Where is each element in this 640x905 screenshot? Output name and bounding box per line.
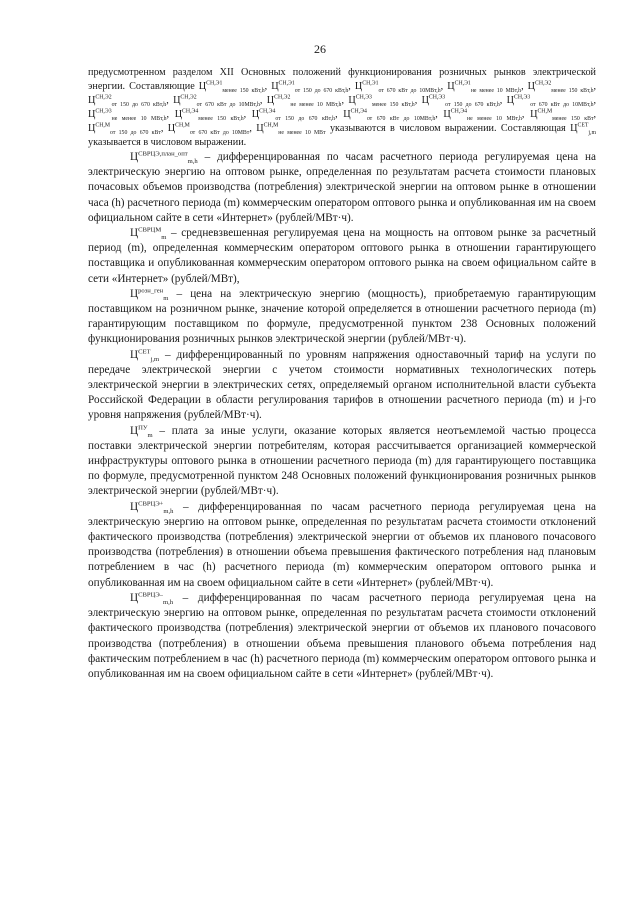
page-number: 26 (314, 42, 326, 56)
formula-symbol: $Ц^{СВРЦЭ-}_{m,h}$ (130, 591, 174, 607)
formula-symbol: $Ц^{СН,М}_{менее 150 кВт}$ (530, 108, 594, 123)
formula-symbol: $Ц^{СН,Э3}_{от 150 до 670 кВт,h}$ (421, 94, 500, 109)
formula-symbol: $Ц^{СЕТ}_{j,m}$ (130, 347, 160, 363)
formula-symbol: $Ц^{СН,М}_{от 150 до 670 кВт}$ (88, 122, 161, 137)
definition-paragraph (88, 287, 596, 348)
intro-tail: указываются в числовом выражении. Составляющая (329, 123, 566, 134)
definition-text: – дифференцированная по часам расчетного периода регулируемая цена на электрическую энергию на оптовом рынке, определенная по результатам расчета стоимости плановых почасовых объемов производства (потребления) электрической энергии на оптовом рынке в отношении часа (h) расчетного периода (m) коммерческим оператором оптового рынка и опубликованная им на своем официальном сайте в сети «Интернет» (рублей/МВт·ч). (88, 151, 596, 224)
definition-text: – средневзвешенная регулируемая цена на мощность на оптовом рынке за расчетный период (m), определенная коммерческим оператором оптового рынка в отношении гарантирующего поставщика и опубликованная коммерческим оператором оптового рынка на своем официальном сайте в сети «Интернет» (рублей/МВт), (88, 227, 596, 285)
formula-symbol: $Ц^{СН,Э2}_{не менее 10 МВт,h}$ (266, 94, 342, 109)
formula-symbol: $Ц^{СН,Э1}_{менее 150 кВт,h}$ (198, 80, 265, 95)
definition-paragraph (88, 591, 596, 682)
definition-paragraph (88, 150, 596, 226)
formula-symbol: $Ц^{СВРЦЭ+}_{m,h}$ (130, 499, 174, 515)
formula-symbol: $Ц^{СН,Э2}_{от 670 кВт до 10МВт,h}$ (173, 94, 260, 109)
formula-symbol: $Ц^{СН,Э3}_{от 670 кВт до 10МВт,h}$ (506, 94, 594, 109)
intro-tail-2: указывается в числовом выражении. (88, 137, 247, 148)
intro-lead: предусмотренном разделом XII Основных положений функционирования розничных рынков электрической энергии. Составляющие (88, 67, 596, 92)
formula-symbol: $Ц^{СЕТ}_{j,m}$ (570, 122, 596, 137)
definition-paragraph (88, 226, 596, 287)
page-body (88, 66, 596, 682)
formula-symbol: $Ц^{СН,Э3}_{не менее 10 МВт,h}$ (88, 108, 167, 123)
formula-symbol: $Ц^{розн\_ген}_m$ (130, 287, 169, 303)
formula-symbol: $Ц^{СН,Э1}_{от 150 до 670 кВт,h}$ (271, 80, 349, 95)
definition-paragraph (88, 424, 596, 500)
formula-symbol: $Ц^{СВРЦМ}_m$ (130, 226, 167, 242)
definition-text: – цена на электрическую энергию (мощность), приобретаемую гарантирующим поставщиком на розничном рынке, значение которой определяется в отношении расчетного периода (m) гарантирующим поставщиком по формуле, предусмотренной пунктом 238 Основных положений функционирования розничных рынков электрической энергии (рублей/МВт·ч). (88, 287, 596, 346)
formula-symbol: $Ц^{СН,М}_{от 670 кВт до 10МВт}$ (167, 122, 250, 137)
formula-symbol: $Ц^{СН,Э4}_{от 670 кВт до 10МВт,h}$ (343, 108, 436, 123)
formula-symbol: $Ц^{СН,М}_{не менее 10 МВт}$ (256, 122, 326, 137)
definition-text: – дифференцированная по часам расчетного периода регулируемая цена на электрическую энергию на оптовом рынке, определенная по результатам расчета стоимости отклонений фактического производства (потребления) электрической энергии от объемов их планового почасового производства (потребления) в отношении объема превышения планового объема потребления над фактическим потреблением в час (h) расчетного периода (m) коммерческим оператором оптового рынка и опубликованная им на своем официальном сайте в сети «Интернет» (рублей/МВт·ч). (88, 591, 596, 680)
definition-paragraph (88, 500, 596, 591)
definitions-list (88, 150, 596, 682)
formula-symbol: $Ц^{СН,Э4}_{менее 150 кВт,h}$ (174, 108, 244, 123)
definition-paragraph (88, 348, 596, 424)
formula-symbol: $Ц^{СН,Э4}_{от 150 до 670 кВт,h}$ (251, 108, 336, 123)
components-list: $Ц^{СН,Э1}_{менее 150 кВт,h}$, $Ц^{СН,Э1}_{от 150 до 670 кВт,h}$, $Ц^{СН,Э1}_{от 670 кВт до 10МВт,h}$, $Ц^{СН,Э1}_{не менее 10 МВт,h}$, $Ц^{СН,Э2}_{менее 150 кВт,h}$, $Ц^{СН,Э2}_{от 150 до 670 кВт,h}$, $Ц^{СН,Э2}_{от 670 кВт до 10МВт,h}$, $Ц^{СН,Э2}_{не менее 10 МВт,h}$, $Ц^{СН,Э3}_{менее 150 кВт,h}$, $Ц^{СН,Э3}_{от 150 до 670 кВт,h}$, $Ц^{СН,Э3}_{от 670 кВт до 10МВт,h}$, $Ц^{СН,Э3}_{не менее 10 МВт,h}$, $Ц^{СН,Э4}_{менее 150 кВт,h}$, $Ц^{СН,Э4}_{от 150 до 670 кВт,h}$, $Ц^{СН,Э4}_{от 670 кВт до 10МВт,h}$, $Ц^{СН,Э4}_{не менее 10 МВт,h}$, $Ц^{СН,М}_{менее 150 кВт}$, $Ц^{СН,М}_{от 150 до 670 кВт}$, $Ц^{СН,М}_{от 670 кВт до 10МВт}$, $Ц^{СН,М}_{не менее 10 МВт}$ (88, 80, 597, 137)
formula-symbol: $Ц^{СН,Э2}_{от 150 до 670 кВт,h}$ (88, 94, 167, 109)
definition-text: – дифференцированная по часам расчетного периода регулируемая цена на электрическую энергию на оптовом рынке, определенная по результатам расчета стоимости отклонений фактического производства (потребления) электрической энергии от объемов их планового почасового производства (потребления) в отношении объема превышения фактического потребления над плановым потреблением в час (h) расчетного периода (m) коммерческим оператором оптового рынка и опубликованная им на своем официальном сайте в сети «Интернет» (рублей/МВт·ч). (88, 500, 596, 589)
formula-symbol: $Ц^{СН,Э3}_{менее 150 кВт,h}$ (348, 94, 415, 109)
definition-text: – плата за иные услуги, оказание которых является неотъемлемой частью процесса поставки электрической энергии потребителям, которая рассчитывается организацией коммерческой инфраструктуры оптового рынка в отношении расчетного периода (m) для гарантирующего поставщика по формуле, предусмотренной пунктом 248 Основных положений функционирования розничных рынков электрической энергии (рублей/МВт·ч). (88, 424, 596, 498)
definition-text: – дифференцированный по уровням напряжения одноставочный тариф на услуги по передаче электрической энергии с учетом стоимости нормативных технологических потерь электрической энергии в электрических сетях, определяемый органом исполнительной власти субъекта Российской Федерации в области регулирования тарифов в отношении расчетного периода (m) и j-го уровня напряжения (рублей/МВт·ч). (88, 348, 596, 422)
intro-paragraph (88, 66, 596, 150)
formula-symbol: $Ц^{СВРЦЭ,план\_опт}_{m,h}$ (130, 150, 198, 166)
formula-symbol: $Ц^{СН,Э2}_{менее 150 кВт,h}$ (527, 80, 594, 95)
formula-symbol: $Ц^{СН,Э1}_{не менее 10 МВт,h}$ (447, 80, 522, 95)
formula-symbol: $Ц^{СН,Э1}_{от 670 кВт до 10МВт,h}$ (354, 80, 441, 95)
formula-symbol: $Ц^{ПУ}_m$ (130, 423, 153, 439)
formula-symbol: $Ц^{СН,Э4}_{не менее 10 МВт,h}$ (443, 108, 522, 123)
